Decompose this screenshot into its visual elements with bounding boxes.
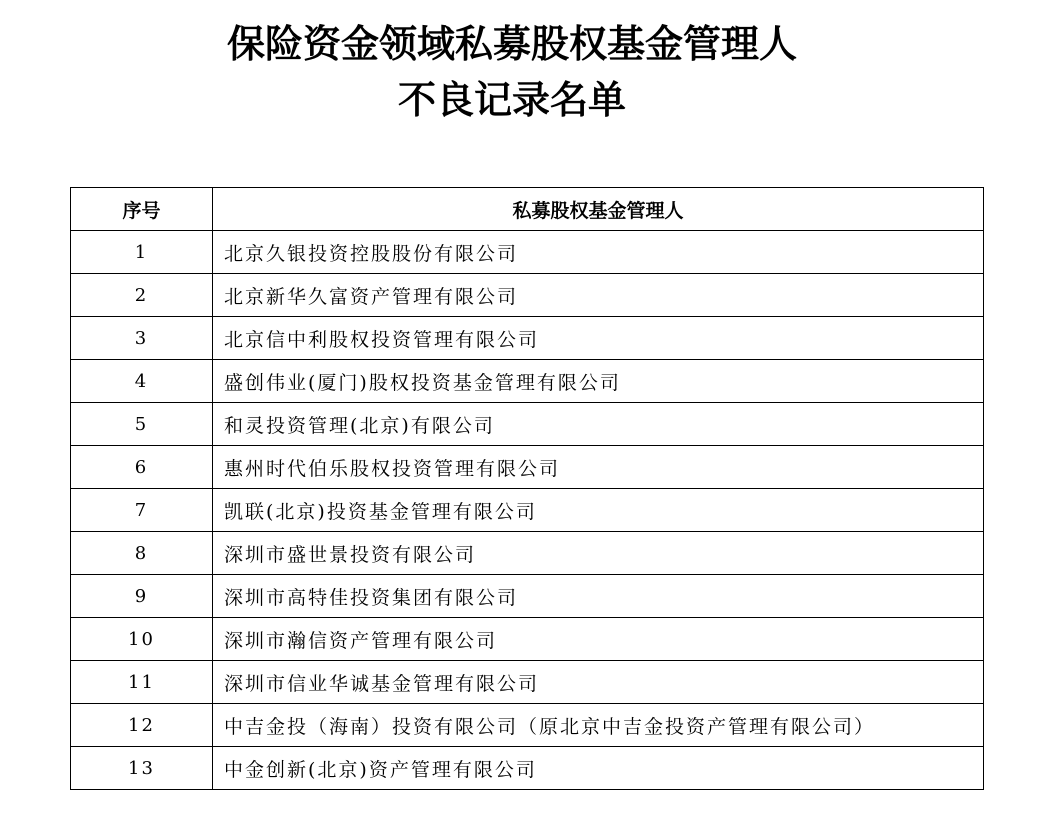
row-manager-name: 深圳市瀚信资产管理有限公司 [213,618,984,661]
table-row [71,403,984,446]
table-row [71,532,984,575]
table-row [71,274,984,317]
row-seq: 12 [71,704,213,747]
row-seq: 7 [71,489,213,532]
table-row [71,317,984,360]
title-line-2: 不良记录名单 [397,78,626,122]
table-row [71,360,984,403]
row-manager-name: 中吉金投（海南）投资有限公司（原北京中吉金投资产管理有限公司） [213,704,984,747]
row-seq: 10 [71,618,213,661]
row-seq: 2 [71,274,213,317]
column-header-manager: 私募股权基金管理人 [213,188,984,231]
row-seq: 6 [71,446,213,489]
table-row [71,618,984,661]
row-manager-name: 北京久银投资控股股份有限公司 [213,231,984,274]
table-row [71,661,984,704]
column-header-seq: 序号 [71,188,213,231]
row-manager-name: 和灵投资管理(北京)有限公司 [213,403,984,446]
row-manager-name: 深圳市信业华诚基金管理有限公司 [213,661,984,704]
row-seq: 11 [71,661,213,704]
row-manager-name: 盛创伟业(厦门)股权投资基金管理有限公司 [213,360,984,403]
table-row [71,704,984,747]
row-manager-name: 北京新华久富资产管理有限公司 [213,274,984,317]
row-manager-name: 深圳市高特佳投资集团有限公司 [213,575,984,618]
table-row [71,231,984,274]
row-seq: 5 [71,403,213,446]
table-row [71,446,984,489]
row-manager-name: 中金创新(北京)资产管理有限公司 [213,747,984,790]
title-line-1: 保险资金领域私募股权基金管理人 [226,22,797,66]
table-header-row [71,188,984,231]
row-manager-name: 深圳市盛世景投资有限公司 [213,532,984,575]
blacklist-table [70,187,984,790]
row-seq: 8 [71,532,213,575]
row-seq: 3 [71,317,213,360]
row-seq: 4 [71,360,213,403]
row-manager-name: 北京信中利股权投资管理有限公司 [213,317,984,360]
row-seq: 1 [71,231,213,274]
row-manager-name: 惠州时代伯乐股权投资管理有限公司 [213,446,984,489]
row-manager-name: 凯联(北京)投资基金管理有限公司 [213,489,984,532]
document-title [0,16,1024,128]
table-row [71,747,984,790]
table-row [71,575,984,618]
row-seq: 13 [71,747,213,790]
row-seq: 9 [71,575,213,618]
table-row [71,489,984,532]
